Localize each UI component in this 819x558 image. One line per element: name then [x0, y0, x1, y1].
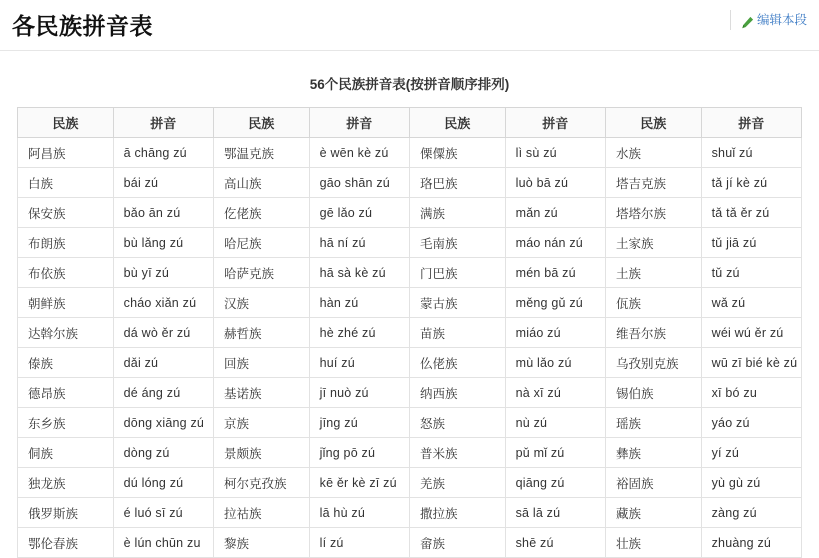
- column-header-pinyin-1: 拼音: [113, 108, 213, 138]
- ethnicity-link[interactable]: 仡佬族: [213, 198, 309, 228]
- page-header: [0, 0, 819, 51]
- pinyin-value: qiāng zú: [505, 468, 605, 498]
- pinyin-value: dé áng zú: [113, 378, 213, 408]
- ethnicity-link[interactable]: 傣族: [18, 348, 114, 378]
- ethnicity-link[interactable]: 独龙族: [18, 468, 114, 498]
- pinyin-value: é luó sī zú: [113, 498, 213, 528]
- ethnicity-link[interactable]: 普米族: [409, 438, 505, 468]
- ethnicity-link[interactable]: 阿昌族: [18, 138, 114, 168]
- ethnicity-link[interactable]: 哈尼族: [213, 228, 309, 258]
- table-row: [18, 438, 802, 468]
- pinyin-value: hā sà kè zú: [309, 258, 409, 288]
- column-header-ethnicity-4: 民族: [605, 108, 701, 138]
- pinyin-value: zàng zú: [701, 498, 801, 528]
- ethnicity-link[interactable]: 布朗族: [18, 228, 114, 258]
- ethnicity-link[interactable]: 布依族: [18, 258, 114, 288]
- ethnicity-link[interactable]: 侗族: [18, 438, 114, 468]
- ethnicity-link[interactable]: 羌族: [409, 468, 505, 498]
- ethnicity-link[interactable]: 毛南族: [409, 228, 505, 258]
- pinyin-value: è lún chūn zu: [113, 528, 213, 558]
- pinyin-value: nù zú: [505, 408, 605, 438]
- ethnicity-link[interactable]: 乌孜别克族: [605, 348, 701, 378]
- column-header-pinyin-4: 拼音: [701, 108, 801, 138]
- ethnicity-link[interactable]: 怒族: [409, 408, 505, 438]
- ethnicity-link[interactable]: 苗族: [409, 318, 505, 348]
- table-row: [18, 168, 802, 198]
- column-header-pinyin-3: 拼音: [505, 108, 605, 138]
- pinyin-value: è wēn kè zú: [309, 138, 409, 168]
- ethnicity-link[interactable]: 锡伯族: [605, 378, 701, 408]
- pinyin-value: miáo zú: [505, 318, 605, 348]
- page-title: 各民族拼音表: [12, 13, 153, 39]
- pinyin-value: huí zú: [309, 348, 409, 378]
- ethnicity-name: 塔吉克族: [605, 168, 701, 198]
- table-caption: 56个民族拼音表(按拼音顺序排列): [309, 77, 510, 92]
- pinyin-value: luò bā zú: [505, 168, 605, 198]
- column-header-ethnicity-2: 民族: [213, 108, 309, 138]
- pinyin-value: lí zú: [309, 528, 409, 558]
- ethnicity-link[interactable]: 高山族: [213, 168, 309, 198]
- pinyin-value: bù yī zú: [113, 258, 213, 288]
- ethnicity-name: 塔塔尔族: [605, 198, 701, 228]
- pinyin-value: dòng zú: [113, 438, 213, 468]
- pinyin-value: hā ní zú: [309, 228, 409, 258]
- pinyin-value: mǎn zú: [505, 198, 605, 228]
- pinyin-value: pǔ mǐ zú: [505, 438, 605, 468]
- column-header-pinyin-2: 拼音: [309, 108, 409, 138]
- pinyin-value: kē ěr kè zī zú: [309, 468, 409, 498]
- ethnicity-link[interactable]: 汉族: [213, 288, 309, 318]
- ethnicity-link[interactable]: 俄罗斯族: [18, 498, 114, 528]
- pinyin-value: hè zhé zú: [309, 318, 409, 348]
- edit-section-button[interactable]: [730, 10, 807, 30]
- content-area: [0, 73, 819, 558]
- ethnicity-link[interactable]: 满族: [409, 198, 505, 228]
- column-header-ethnicity-3: 民族: [409, 108, 505, 138]
- ethnicity-link[interactable]: 藏族: [605, 498, 701, 528]
- pinyin-value: máo nán zú: [505, 228, 605, 258]
- pinyin-value: wǎ zú: [701, 288, 801, 318]
- ethnicity-link[interactable]: 佤族: [605, 288, 701, 318]
- pinyin-value: dǎi zú: [113, 348, 213, 378]
- ethnicity-link[interactable]: 景颇族: [213, 438, 309, 468]
- pinyin-value: cháo xiǎn zú: [113, 288, 213, 318]
- ethnicity-link[interactable]: 土家族: [605, 228, 701, 258]
- table-row: [18, 528, 802, 558]
- pinyin-value: měng gǔ zú: [505, 288, 605, 318]
- pinyin-value: wū zī bié kè zú: [701, 348, 801, 378]
- ethnicity-link[interactable]: 黎族: [213, 528, 309, 558]
- ethnicity-link[interactable]: 鄂伦春族: [18, 528, 114, 558]
- table-header-row: [18, 108, 802, 138]
- table-row: [18, 378, 802, 408]
- table-row: [18, 258, 802, 288]
- pinyin-value: jīng zú: [309, 408, 409, 438]
- pinyin-value: sā lā zú: [505, 498, 605, 528]
- ethnicity-link[interactable]: 鄂温克族: [213, 138, 309, 168]
- ethnicity-link[interactable]: 傈僳族: [409, 138, 505, 168]
- pinyin-value: hàn zú: [309, 288, 409, 318]
- ethnicity-link[interactable]: 蒙古族: [409, 288, 505, 318]
- ethnicity-link[interactable]: 畲族: [409, 528, 505, 558]
- pinyin-value: mén bā zú: [505, 258, 605, 288]
- column-header-ethnicity-1: 民族: [18, 108, 114, 138]
- pinyin-value: tǎ tǎ ěr zú: [701, 198, 801, 228]
- ethnicity-link[interactable]: 德昂族: [18, 378, 114, 408]
- ethnicity-link[interactable]: 瑶族: [605, 408, 701, 438]
- ethnicity-link[interactable]: 白族: [18, 168, 114, 198]
- pinyin-value: bái zú: [113, 168, 213, 198]
- pinyin-value: bǎo ān zú: [113, 198, 213, 228]
- pinyin-value: yù gù zú: [701, 468, 801, 498]
- ethnicity-link[interactable]: 维吾尔族: [605, 318, 701, 348]
- table-row: [18, 468, 802, 498]
- pinyin-value: dá wò ěr zú: [113, 318, 213, 348]
- pinyin-value: tǎ jí kè zú: [701, 168, 801, 198]
- pinyin-value: dú lóng zú: [113, 468, 213, 498]
- pinyin-value: lì sù zú: [505, 138, 605, 168]
- ethnicity-link[interactable]: 水族: [605, 138, 701, 168]
- ethnicity-link[interactable]: 拉祜族: [213, 498, 309, 528]
- table-row: [18, 348, 802, 378]
- ethnicity-link[interactable]: 彝族: [605, 438, 701, 468]
- table-row: [18, 138, 802, 168]
- pinyin-value: tǔ jiā zú: [701, 228, 801, 258]
- ethnicity-link[interactable]: 柯尔克孜族: [213, 468, 309, 498]
- ethnicity-link[interactable]: 仫佬族: [409, 348, 505, 378]
- pinyin-value: wéi wú ěr zú: [701, 318, 801, 348]
- pinyin-value: xī bó zu: [701, 378, 801, 408]
- table-row: [18, 498, 802, 528]
- ethnicity-link[interactable]: 门巴族: [409, 258, 505, 288]
- ethnicity-link[interactable]: 达斡尔族: [18, 318, 114, 348]
- pinyin-value: dōng xiāng zú: [113, 408, 213, 438]
- pinyin-value: yáo zú: [701, 408, 801, 438]
- pinyin-value: zhuàng zú: [701, 528, 801, 558]
- table-row: [18, 198, 802, 228]
- pinyin-table: [17, 107, 802, 558]
- pinyin-value: ā chāng zú: [113, 138, 213, 168]
- pinyin-value: jī nuò zú: [309, 378, 409, 408]
- pinyin-value: tǔ zú: [701, 258, 801, 288]
- pinyin-value: yí zú: [701, 438, 801, 468]
- ethnicity-link[interactable]: 京族: [213, 408, 309, 438]
- ethnicity-name: 纳西族: [409, 378, 505, 408]
- ethnicity-link[interactable]: 裕固族: [605, 468, 701, 498]
- table-row: [18, 408, 802, 438]
- pinyin-value: nà xī zú: [505, 378, 605, 408]
- pinyin-value: bù lǎng zú: [113, 228, 213, 258]
- table-body: [18, 138, 802, 558]
- edit-section-label: 编辑本段: [756, 13, 807, 27]
- ethnicity-link[interactable]: 保安族: [18, 198, 114, 228]
- pinyin-value: gē lǎo zú: [309, 198, 409, 228]
- pinyin-value: shuǐ zú: [701, 138, 801, 168]
- pinyin-value: jǐng pō zú: [309, 438, 409, 468]
- table-row: [18, 288, 802, 318]
- ethnicity-link[interactable]: 基诺族: [213, 378, 309, 408]
- ethnicity-link[interactable]: 撒拉族: [409, 498, 505, 528]
- pinyin-value: mù lǎo zú: [505, 348, 605, 378]
- ethnicity-link[interactable]: 哈萨克族: [213, 258, 309, 288]
- pinyin-value: shē zú: [505, 528, 605, 558]
- ethnicity-link[interactable]: 回族: [213, 348, 309, 378]
- pencil-icon: [741, 15, 754, 28]
- table-row: [18, 318, 802, 348]
- ethnicity-link[interactable]: 东乡族: [18, 408, 114, 438]
- table-row: [18, 228, 802, 258]
- ethnicity-link[interactable]: 珞巴族: [409, 168, 505, 198]
- pinyin-value: lā hù zú: [309, 498, 409, 528]
- ethnicity-name: 土族: [605, 258, 701, 288]
- pinyin-value: gāo shān zú: [309, 168, 409, 198]
- ethnicity-link[interactable]: 朝鲜族: [18, 288, 114, 318]
- ethnicity-link[interactable]: 壮族: [605, 528, 701, 558]
- ethnicity-link[interactable]: 赫哲族: [213, 318, 309, 348]
